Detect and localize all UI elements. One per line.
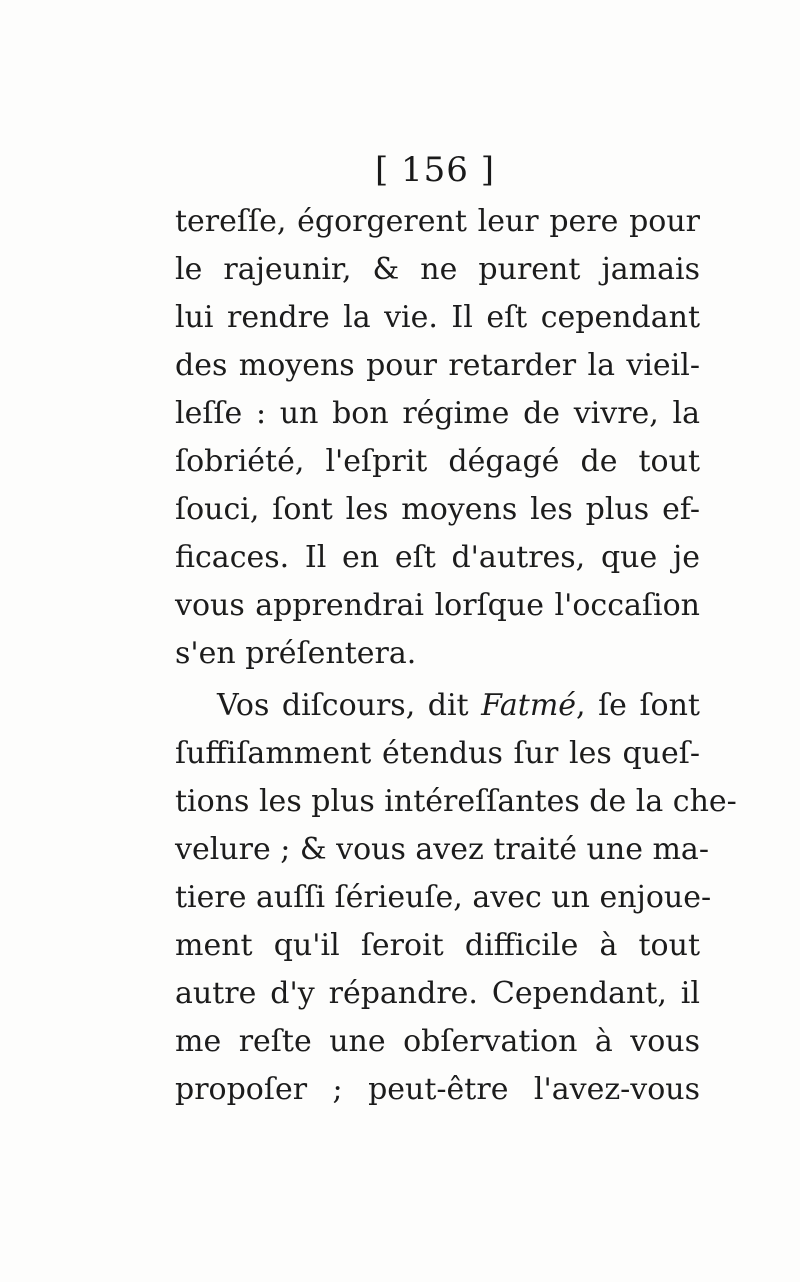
body-text <box>175 198 737 1114</box>
text-line-first <box>175 682 700 730</box>
text-line: lui rendre la vie. Il eſt cependant <box>175 300 700 335</box>
character-name: Fatmé <box>481 688 577 723</box>
text-line: ſuffiſamment étendus ſur les queſ- <box>175 736 700 771</box>
text-line: tiere auſſi ſérieuſe, avec un enjoue- <box>175 880 712 915</box>
page-number: [ 156 ] <box>374 150 496 190</box>
text-line: propoſer ; peut-être l'avez-vous <box>175 1072 700 1107</box>
text-line: s'en préſentera. <box>175 636 417 671</box>
text-line: leſſe : un bon régime de vivre, la <box>175 396 700 431</box>
paragraph-2 <box>175 682 737 1114</box>
text-line: vous apprendrai lorſque l'occaſion <box>175 588 700 623</box>
text-line: des moyens pour retarder la vieil- <box>175 348 700 383</box>
text-line: velure ; & vous avez traité une ma- <box>175 832 709 867</box>
text-run: , ſe ſont <box>576 688 700 723</box>
text-line: ſouci, ſont les moyens les plus ef- <box>175 492 700 527</box>
text-line: ficaces. Il en eſt d'autres, que je <box>175 540 700 575</box>
text-line: tereſſe, égorgerent leur pere pour <box>175 204 700 239</box>
text-line: le rajeunir, & ne purent jamais <box>175 252 700 287</box>
paragraph-1 <box>175 198 700 678</box>
text-line: tions les plus intéreſſantes de la che- <box>175 784 737 819</box>
text-line: ſobriété, l'eſprit dégagé de tout <box>175 444 700 479</box>
text-line: autre d'y répandre. Cependant, il <box>175 976 700 1011</box>
text-line: ment qu'il ſeroit difficile à tout <box>175 928 700 963</box>
text-line: me reſte une obſervation à vous <box>175 1024 700 1059</box>
text-run: Vos diſcours, dit <box>217 688 482 723</box>
